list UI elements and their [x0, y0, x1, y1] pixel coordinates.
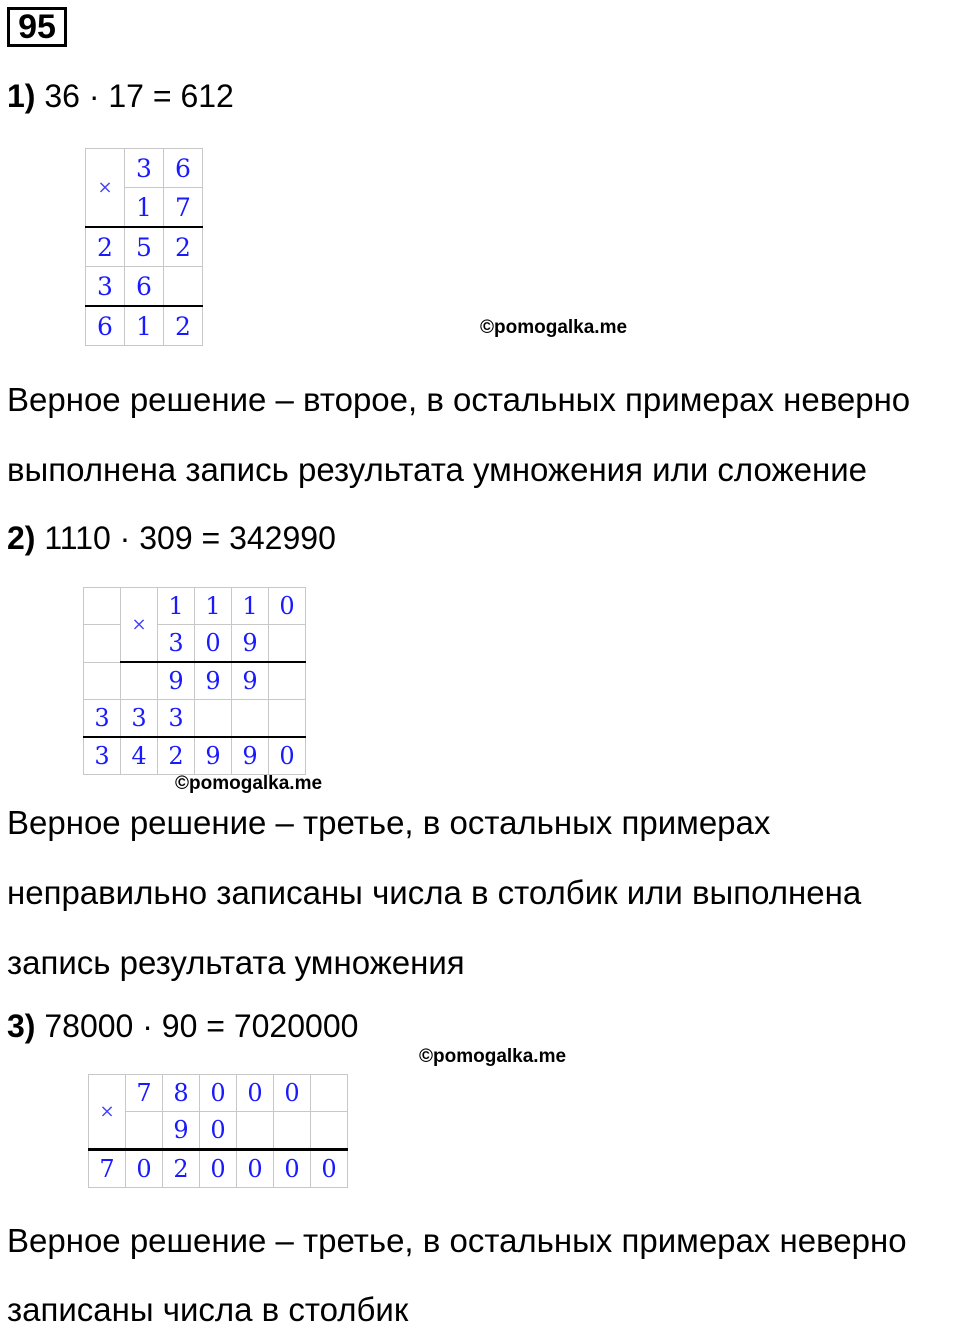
section-3-explanation-line-1: Верное решение – третье, в остальных примерах неверно	[7, 1222, 907, 1259]
section-2-explanation-line-3: запись результата умножения	[7, 944, 465, 981]
grid-cell: 3	[86, 267, 125, 307]
grid-cell: 3	[121, 700, 158, 738]
grid-cell: 3	[125, 149, 164, 188]
multiplication-grid-1	[85, 148, 203, 346]
grid-cell: 0	[237, 1150, 274, 1188]
grid-cell: 6	[164, 149, 203, 188]
section-3-expression: 78000 · 90 = 7020000	[44, 1008, 359, 1044]
section-3-explanation-line-2: записаны числа в столбик	[7, 1291, 409, 1328]
grid-cell: 1	[232, 588, 269, 625]
grid-cell: 0	[311, 1150, 348, 1188]
multiply-sign-icon: ×	[89, 1075, 126, 1150]
grid-cell: 3	[84, 700, 121, 738]
grid-cell: 0	[126, 1150, 163, 1188]
grid-cell	[164, 267, 203, 307]
grid-cell: 0	[200, 1112, 237, 1150]
grid-cell: 0	[200, 1150, 237, 1188]
grid-cell: 7	[126, 1075, 163, 1112]
grid-cell	[311, 1112, 348, 1150]
grid-row	[86, 306, 203, 346]
grid-cell: 1	[158, 588, 195, 625]
grid-cell: 7	[164, 188, 203, 228]
section-1-explanation-line-1: Верное решение – второе, в остальных примерах неверно	[7, 381, 911, 418]
grid-row	[86, 267, 203, 307]
grid-cell: 9	[195, 737, 232, 775]
grid-cell: 0	[237, 1075, 274, 1112]
multiplication-grid-2	[83, 587, 306, 775]
grid-cell: 6	[125, 267, 164, 307]
grid-cell: 9	[232, 625, 269, 663]
grid-cell: 2	[163, 1150, 200, 1188]
watermark: ©pomogalka.me	[419, 1046, 567, 1067]
section-2-label: 2)	[7, 520, 36, 556]
grid-cell: 8	[163, 1075, 200, 1112]
grid-cell: 9	[232, 662, 269, 700]
watermark: ©pomogalka.me	[480, 317, 628, 338]
grid-cell: 0	[200, 1075, 237, 1112]
section-2-explanation-line-2: неправильно записаны числа в столбик или выполнена	[7, 874, 862, 911]
grid-cell: 9	[158, 662, 195, 700]
grid-cell: 1	[125, 188, 164, 228]
grid-cell	[232, 700, 269, 738]
grid-row	[84, 737, 306, 775]
grid-cell	[195, 700, 232, 738]
grid-row	[89, 1112, 348, 1150]
grid-cell: 9	[232, 737, 269, 775]
grid-cell: 0	[274, 1075, 311, 1112]
multiplication-grid-3	[88, 1074, 348, 1188]
grid-cell: 2	[164, 306, 203, 346]
multiply-sign-icon: ×	[86, 149, 125, 228]
section-3-heading	[7, 1006, 358, 1046]
grid-row	[84, 625, 306, 663]
grid-cell: 1	[125, 306, 164, 346]
section-2-explanation-line-1: Верное решение – третье, в остальных примерах	[7, 804, 771, 841]
grid-cell	[84, 625, 121, 663]
section-1-heading	[7, 76, 234, 116]
grid-row	[89, 1150, 348, 1188]
grid-cell	[311, 1075, 348, 1112]
grid-cell	[269, 700, 306, 738]
grid-cell: 9	[163, 1112, 200, 1150]
grid-cell	[269, 625, 306, 663]
grid-cell: 0	[274, 1150, 311, 1188]
section-2-expression: 1110 · 309 = 342990	[44, 520, 336, 556]
grid-cell: 2	[86, 227, 125, 267]
grid-cell: 3	[84, 737, 121, 775]
grid-cell: 1	[195, 588, 232, 625]
grid-cell: 6	[86, 306, 125, 346]
grid-cell: 3	[158, 700, 195, 738]
section-3-label: 3)	[7, 1008, 36, 1044]
watermark: ©pomogalka.me	[175, 773, 323, 794]
grid-cell: 4	[121, 737, 158, 775]
grid-row	[84, 662, 306, 700]
section-1-expression: 36 · 17 = 612	[44, 78, 234, 114]
grid-row	[89, 1075, 348, 1112]
grid-cell	[274, 1112, 311, 1150]
grid-cell: 0	[269, 737, 306, 775]
grid-row	[84, 588, 306, 625]
grid-cell	[84, 588, 121, 625]
section-1-explanation-line-2: выполнена запись результата умножения или сложение	[7, 451, 867, 488]
grid-cell	[269, 662, 306, 700]
grid-cell	[237, 1112, 274, 1150]
grid-cell	[126, 1112, 163, 1150]
grid-cell: 9	[195, 662, 232, 700]
section-1-label: 1)	[7, 78, 36, 114]
grid-cell: 7	[89, 1150, 126, 1188]
task-number-box: 95	[7, 7, 67, 47]
grid-cell	[121, 662, 158, 700]
grid-row	[84, 700, 306, 738]
grid-cell	[84, 662, 121, 700]
grid-cell: 5	[125, 227, 164, 267]
grid-cell: 2	[164, 227, 203, 267]
grid-cell: 0	[195, 625, 232, 663]
grid-cell: 3	[158, 625, 195, 663]
grid-cell: 2	[158, 737, 195, 775]
grid-row	[86, 149, 203, 188]
section-2-heading	[7, 518, 336, 558]
grid-cell: 0	[269, 588, 306, 625]
grid-row	[86, 227, 203, 267]
multiply-sign-icon: ×	[121, 588, 158, 663]
